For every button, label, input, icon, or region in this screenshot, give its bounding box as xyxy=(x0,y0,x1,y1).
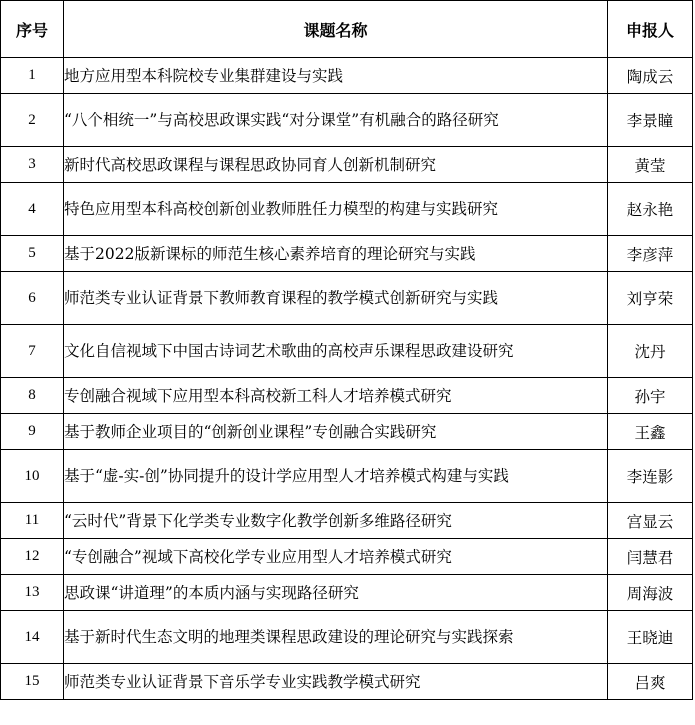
table-row xyxy=(1,183,693,236)
row-no: 6 xyxy=(1,272,64,325)
header-title: 课题名称 xyxy=(64,1,608,58)
row-title: 新时代高校思政课程与课程思政协同育人创新机制研究 xyxy=(64,147,608,183)
table-row xyxy=(1,450,693,503)
row-title: 基于新时代生态文明的地理类课程思政建设的理论研究与实践探索 xyxy=(64,611,608,664)
row-title: “八个相统一”与高校思政课实践“对分课堂”有机融合的路径研究 xyxy=(64,94,608,147)
table-row xyxy=(1,575,693,611)
row-no: 1 xyxy=(1,58,64,94)
row-no: 15 xyxy=(1,664,64,700)
row-applicant: 闫慧君 xyxy=(608,539,693,575)
table-row xyxy=(1,503,693,539)
row-applicant: 李景瞳 xyxy=(608,94,693,147)
row-applicant: 赵永艳 xyxy=(608,183,693,236)
row-title: 基于教师企业项目的“创新创业课程”专创融合实践研究 xyxy=(64,414,608,450)
header-row xyxy=(1,1,693,58)
table-row xyxy=(1,325,693,378)
row-title: 基于2022版新课标的师范生核心素养培育的理论研究与实践 xyxy=(64,236,608,272)
row-no: 12 xyxy=(1,539,64,575)
row-no: 11 xyxy=(1,503,64,539)
header-no: 序号 xyxy=(1,1,64,58)
table-row xyxy=(1,414,693,450)
row-applicant: 黄莹 xyxy=(608,147,693,183)
row-no: 14 xyxy=(1,611,64,664)
row-no: 3 xyxy=(1,147,64,183)
row-title: 师范类专业认证背景下音乐学专业实践教学模式研究 xyxy=(64,664,608,700)
table-row xyxy=(1,378,693,414)
table-row xyxy=(1,147,693,183)
row-no: 2 xyxy=(1,94,64,147)
row-no: 13 xyxy=(1,575,64,611)
table-row xyxy=(1,539,693,575)
row-title: 专创融合视域下应用型本科高校新工科人才培养模式研究 xyxy=(64,378,608,414)
row-title: 基于“虚-实-创”协同提升的设计学应用型人才培养模式构建与实践 xyxy=(64,450,608,503)
row-applicant: 吕爽 xyxy=(608,664,693,700)
row-applicant: 陶成云 xyxy=(608,58,693,94)
row-applicant: 王鑫 xyxy=(608,414,693,450)
row-title: 文化自信视域下中国古诗词艺术歌曲的高校声乐课程思政建设研究 xyxy=(64,325,608,378)
row-title: 思政课“讲道理”的本质内涵与实现路径研究 xyxy=(64,575,608,611)
row-title: “专创融合”视域下高校化学专业应用型人才培养模式研究 xyxy=(64,539,608,575)
row-title: “云时代”背景下化学类专业数字化教学创新多维路径研究 xyxy=(64,503,608,539)
table-row xyxy=(1,236,693,272)
row-applicant: 孙宇 xyxy=(608,378,693,414)
row-no: 8 xyxy=(1,378,64,414)
row-applicant: 沈丹 xyxy=(608,325,693,378)
row-no: 7 xyxy=(1,325,64,378)
row-applicant: 李彦萍 xyxy=(608,236,693,272)
row-applicant: 刘亨荣 xyxy=(608,272,693,325)
row-no: 4 xyxy=(1,183,64,236)
row-applicant: 王晓迪 xyxy=(608,611,693,664)
table-row xyxy=(1,272,693,325)
table-row xyxy=(1,94,693,147)
row-title: 地方应用型本科院校专业集群建设与实践 xyxy=(64,58,608,94)
row-applicant: 周海波 xyxy=(608,575,693,611)
row-title: 师范类专业认证背景下教师教育课程的教学模式创新研究与实践 xyxy=(64,272,608,325)
row-no: 10 xyxy=(1,450,64,503)
table-row xyxy=(1,58,693,94)
row-title: 特色应用型本科高校创新创业教师胜任力模型的构建与实践研究 xyxy=(64,183,608,236)
table-row xyxy=(1,611,693,664)
row-no: 5 xyxy=(1,236,64,272)
row-applicant: 李连影 xyxy=(608,450,693,503)
row-no: 9 xyxy=(1,414,64,450)
header-applicant: 申报人 xyxy=(608,1,693,58)
row-applicant: 宫显云 xyxy=(608,503,693,539)
table-row xyxy=(1,664,693,700)
